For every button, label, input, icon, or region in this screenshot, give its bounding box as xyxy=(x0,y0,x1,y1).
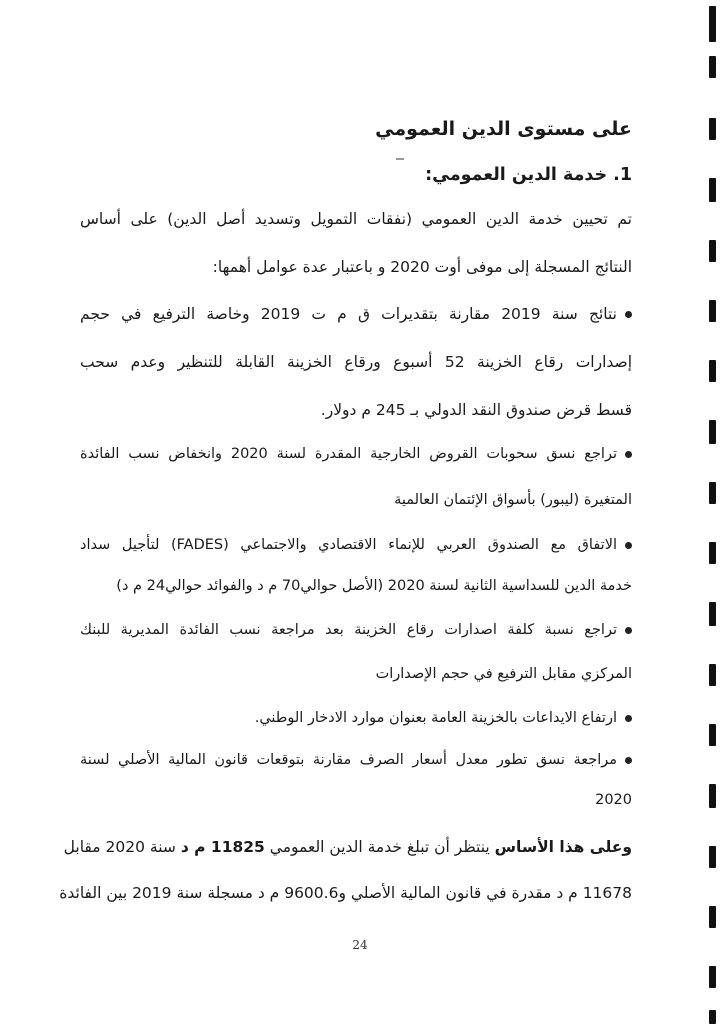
intro-line-1: تم تحيين خدمة الدين العمومي (نفقات التمويل وتسديد أصل الدين) على أساس xyxy=(80,210,632,228)
bullet-5-text-1: ارتفاع الايداعات بالخزينة العامة بعنوان موارد الادخار الوطني. xyxy=(254,710,617,726)
bullet-icon xyxy=(625,715,632,722)
bullet-1-line-1 xyxy=(80,305,632,323)
conclusion-text: ينتظر أن تبلغ خدمة الدين العمومي xyxy=(264,838,495,856)
bullet-4-line-1 xyxy=(80,622,632,638)
bullet-4-line-2: المركزي مقابل الترفيع في حجم الإصدارات xyxy=(375,666,632,682)
bullet-4-text-1: تراجع نسبة كلفة اصدارات رقاع الخزينة بعد مراجعة نسب الفائدة المديرية للبنك xyxy=(80,622,617,638)
page-heading: على مستوى الدين العمومي xyxy=(375,118,632,140)
page-number: 24 xyxy=(352,938,368,952)
conclusion-line-1 xyxy=(63,838,632,856)
scan-speck xyxy=(396,158,404,160)
bullet-1-text-1: نتائج سنة 2019 مقارنة بتقديرات ق م ت 2019 وخاصة الترفيع في حجم xyxy=(80,305,617,323)
spiral-binding-marks xyxy=(702,0,716,1024)
bullet-2-line-1 xyxy=(80,446,632,462)
conclusion-lead: وعلى هذا الأساس xyxy=(494,838,632,856)
bullet-icon xyxy=(625,757,632,764)
bullet-6-line-1 xyxy=(80,752,632,768)
bullet-5-line-1 xyxy=(80,710,632,726)
section-title xyxy=(80,165,632,185)
bullet-6-line-2: 2020 xyxy=(595,792,632,808)
bullet-3-line-1 xyxy=(80,537,632,553)
bullet-icon xyxy=(625,311,632,318)
bullet-3-line-2: خدمة الدين للسداسية الثانية لسنة 2020 (الأصل حوالي70 م د والفوائد حوالي24 م د) xyxy=(116,578,632,594)
bullet-1-line-2: إصدارات رقاع الخزينة 52 أسبوع ورقاع الخزينة القابلة للتنظير وعدم سحب xyxy=(80,353,632,371)
conclusion-line-2: 11678 م د مقدرة في قانون المالية الأصلي و9600.6 م د مسجلة سنة 2019 بين الفائدة xyxy=(59,884,632,902)
section-number: 1. xyxy=(613,165,632,185)
bullet-2-line-2: المتغيرة (ليبور) بأسواق الإئتمان العالمية xyxy=(394,492,632,508)
bullet-2-text-1: تراجع نسق سحوبات القروض الخارجية المقدرة لسنة 2020 وانخفاض نسب الفائدة xyxy=(80,446,617,462)
bullet-6-text-1: مراجعة نسق تطور معدل أسعار الصرف مقارنة بتوقعات قانون المالية الأصلي لسنة xyxy=(80,752,617,768)
conclusion-amount: 11825 م د xyxy=(180,838,265,856)
bullet-icon xyxy=(625,451,632,458)
bullet-icon xyxy=(625,542,632,549)
section-title-text: خدمة الدين العمومي: xyxy=(425,165,608,185)
bullet-icon xyxy=(625,627,632,634)
conclusion-end: سنة 2020 مقابل xyxy=(63,838,181,856)
bullet-3-text-1: الاتفاق مع الصندوق العربي للإنماء الاقتصادي والاجتماعي (FADES) لتأجيل سداد xyxy=(80,537,617,553)
bullet-1-line-3: قسط قرض صندوق النقد الدولي بـ 245 م دولار. xyxy=(320,401,632,419)
intro-line-2: النتائج المسجلة إلى موفى أوت 2020 و باعتبار عدة عوامل أهمها: xyxy=(212,258,632,276)
